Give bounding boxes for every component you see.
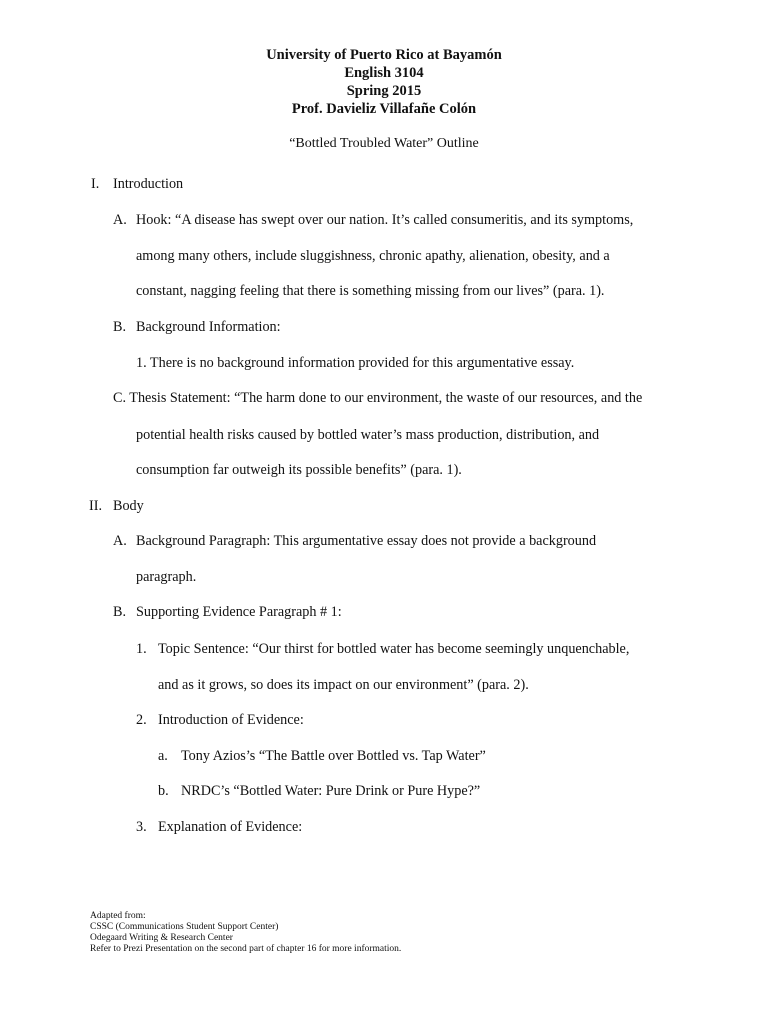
footer-line-4: Refer to Prezi Presentation on the second part of chapter 16 for more information. [90, 944, 402, 954]
professor-name: Prof. Davieliz Villafañe Colón [291, 101, 477, 117]
evidence-source-b: NRDC’s “Bottled Water: Pure Drink or Pure Hype?” [181, 783, 481, 799]
thesis-line-2: potential health risks caused by bottled water’s mass production, distribution, and [136, 427, 600, 443]
footer-line-3: Odegaard Writing & Research Center [90, 933, 233, 943]
hook-line-3: constant, nagging feeling that there is something missing from our lives” (para. 1). [136, 283, 605, 299]
item-1b-number: B. [113, 319, 127, 335]
topic-sentence-line-2: and as it grows, so does its impact on our environment” (para. 2). [158, 677, 529, 693]
university-name: University of Puerto Rico at Bayamón [266, 47, 502, 63]
footer-line-1: Adapted from: [90, 911, 146, 921]
course-name: English 3104 [344, 65, 424, 81]
item-2b-number: B. [113, 604, 127, 620]
topic-sentence-line-1: Topic Sentence: “Our thirst for bottled water has become seemingly unquenchable, [158, 641, 630, 657]
supporting-evidence-label: Supporting Evidence Paragraph # 1: [136, 604, 342, 620]
hook-line-1: Hook: “A disease has swept over our nation. It’s called consumeritis, and its symptoms, [136, 212, 634, 228]
item-2b2-number: 2. [136, 712, 147, 728]
explanation-of-evidence-label: Explanation of Evidence: [158, 819, 303, 835]
item-2b2a-letter: a. [158, 748, 168, 764]
hook-line-2: among many others, include sluggishness, chronic apathy, alienation, obesity, and a [136, 248, 610, 264]
section-2-label: Body [113, 498, 144, 514]
item-2b2b-letter: b. [158, 783, 169, 799]
item-2a-number: A. [113, 533, 127, 549]
introduction-of-evidence-label: Introduction of Evidence: [158, 712, 304, 728]
item-1a-number: A. [113, 212, 127, 228]
footer-line-2: CSSC (Communications Student Support Center) [90, 922, 279, 932]
item-2b1-number: 1. [136, 641, 147, 657]
evidence-source-a: Tony Azios’s “The Battle over Bottled vs. Tap Water” [181, 748, 486, 764]
thesis-line-1: C. Thesis Statement: “The harm done to our environment, the waste of our resources, and the [113, 390, 643, 406]
footer-note [90, 911, 401, 955]
document-header [0, 46, 768, 118]
thesis-line-3: consumption far outweigh its possible benefits” (para. 1). [136, 462, 462, 478]
background-paragraph-line-1: Background Paragraph: This argumentative essay does not provide a background [136, 533, 597, 549]
item-2b3-number: 3. [136, 819, 147, 835]
section-1-number: I. [91, 176, 100, 192]
background-info-label: Background Information: [136, 319, 281, 335]
term: Spring 2015 [346, 83, 422, 99]
background-info-item: 1. There is no background information provided for this argumentative essay. [136, 355, 575, 371]
outline-title: “Bottled Troubled Water” Outline [289, 136, 479, 151]
section-2-number: II. [89, 498, 102, 514]
section-1-label: Introduction [113, 176, 184, 192]
background-paragraph-line-2: paragraph. [136, 569, 197, 585]
